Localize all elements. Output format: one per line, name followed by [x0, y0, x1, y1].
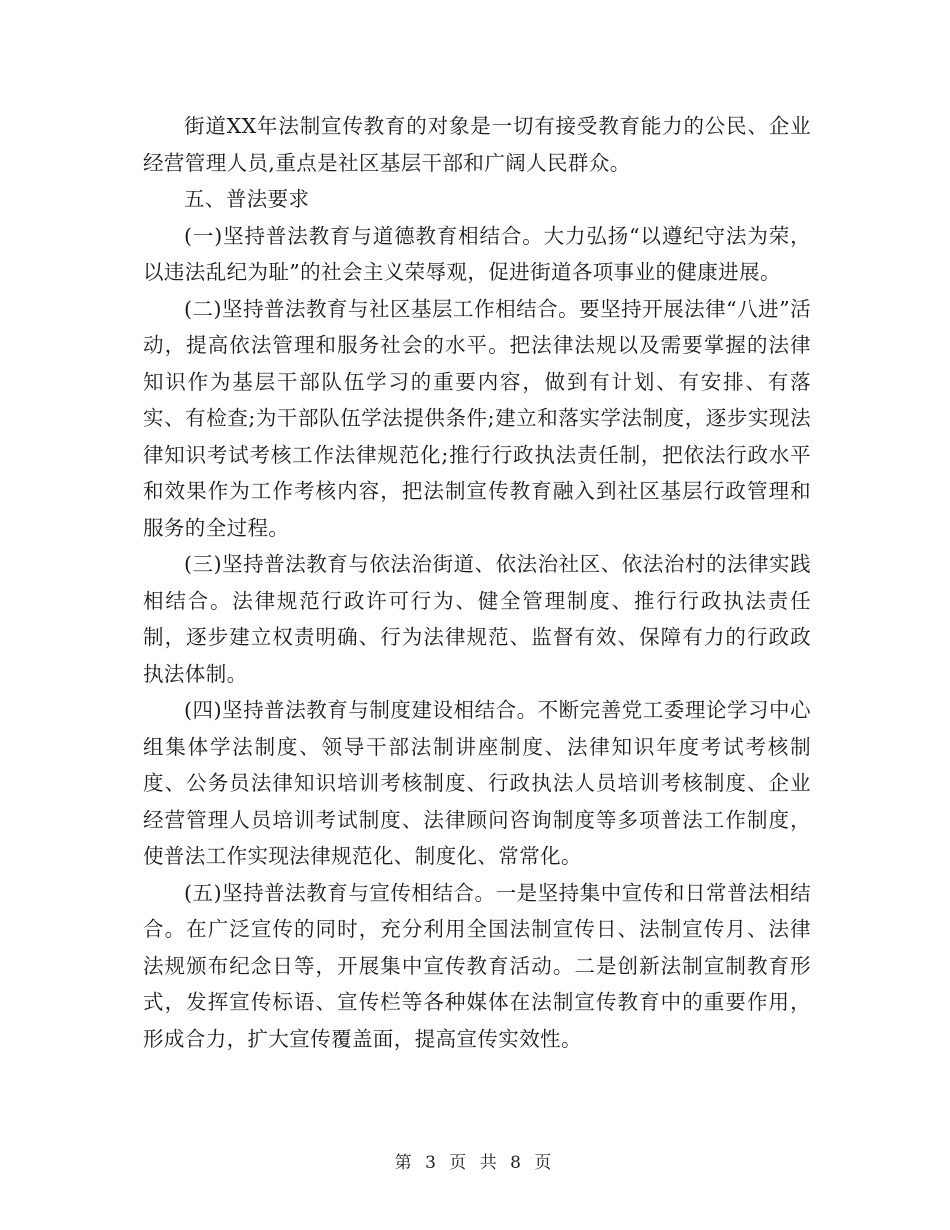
- footer-page-unit: 页: [449, 1153, 471, 1173]
- section-heading-requirements: 五、普法要求: [184, 187, 310, 211]
- footer-current-page: 3: [425, 1153, 440, 1173]
- paragraph-requirement-4: (四)坚持普法教育与制度建设相结合。不断完善党工委理论学习中心组集体学法制度、领导干部法制讲座制度、法律知识年度考试考核制度、公务员法律知识培训考核制度、行政执法人员培训考核制度、企业经营管理人员培训考试制度、法律顾问咨询制度等多项普法工作制度，使普法工作实现法律规范化、制度化、常常化。: [143, 698, 811, 868]
- paragraph-requirement-1: (一)坚持普法教育与道德教育相结合。大力弘扬“以遵纪守法为荣，以违法乱纪为耻”的社会主义荣辱观，促进街道各项事业的健康进展。: [143, 223, 811, 284]
- page-footer: [0, 1148, 950, 1173]
- paragraph-education-targets: 街道XX年法制宣传教育的对象是一切有接受教育能力的公民、企业经营管理人员,重点是社区基层干部和广阔人民群众。: [143, 114, 811, 175]
- footer-suffix: 页: [534, 1153, 556, 1173]
- paragraph-requirement-5: (五)坚持普法教育与宣传相结合。一是坚持集中宣传和日常普法相结合。在广泛宣传的同时，充分利用全国法制宣传日、法制宣传月、法律法规颁布纪念日等，开展集中宣传教育活动。二是创新法制宣制教育形式，发挥宣传标语、宣传栏等各种媒体在法制宣传教育中的重要作用，形成合力，扩大宣传覆盖面，提高宣传实效性。: [143, 880, 811, 1051]
- paragraph-requirement-3: (三)坚持普法教育与依法治街道、依法治社区、依法治村的法律实践相结合。法律规范行政许可行为、健全管理制度、推行行政执法责任制，逐步建立权责明确、行为法律规范、监督有效、保障有力的行政政执法体制。: [143, 552, 811, 686]
- footer-total-pages: 8: [510, 1153, 525, 1173]
- document-body: [143, 108, 811, 1057]
- paragraph-requirement-2: (二)坚持普法教育与社区基层工作相结合。要坚持开展法律“八进”活动，提高依法管理和服务社会的水平。把法律法规以及需要掌握的法律知识作为基层干部队伍学习的重要内容，做到有计划、有安排、有落实、有检查;为干部队伍学法提供条件;建立和落实学法制度，逐步实现法律知识考试考核工作法律规范化;推行行政执法责任制，把依法行政水平和效果作为工作考核内容，把法制宣传教育融入到社区基层行政管理和服务的全过程。: [143, 296, 811, 540]
- footer-total-label: 共: [479, 1153, 501, 1173]
- footer-prefix: 第: [394, 1153, 416, 1173]
